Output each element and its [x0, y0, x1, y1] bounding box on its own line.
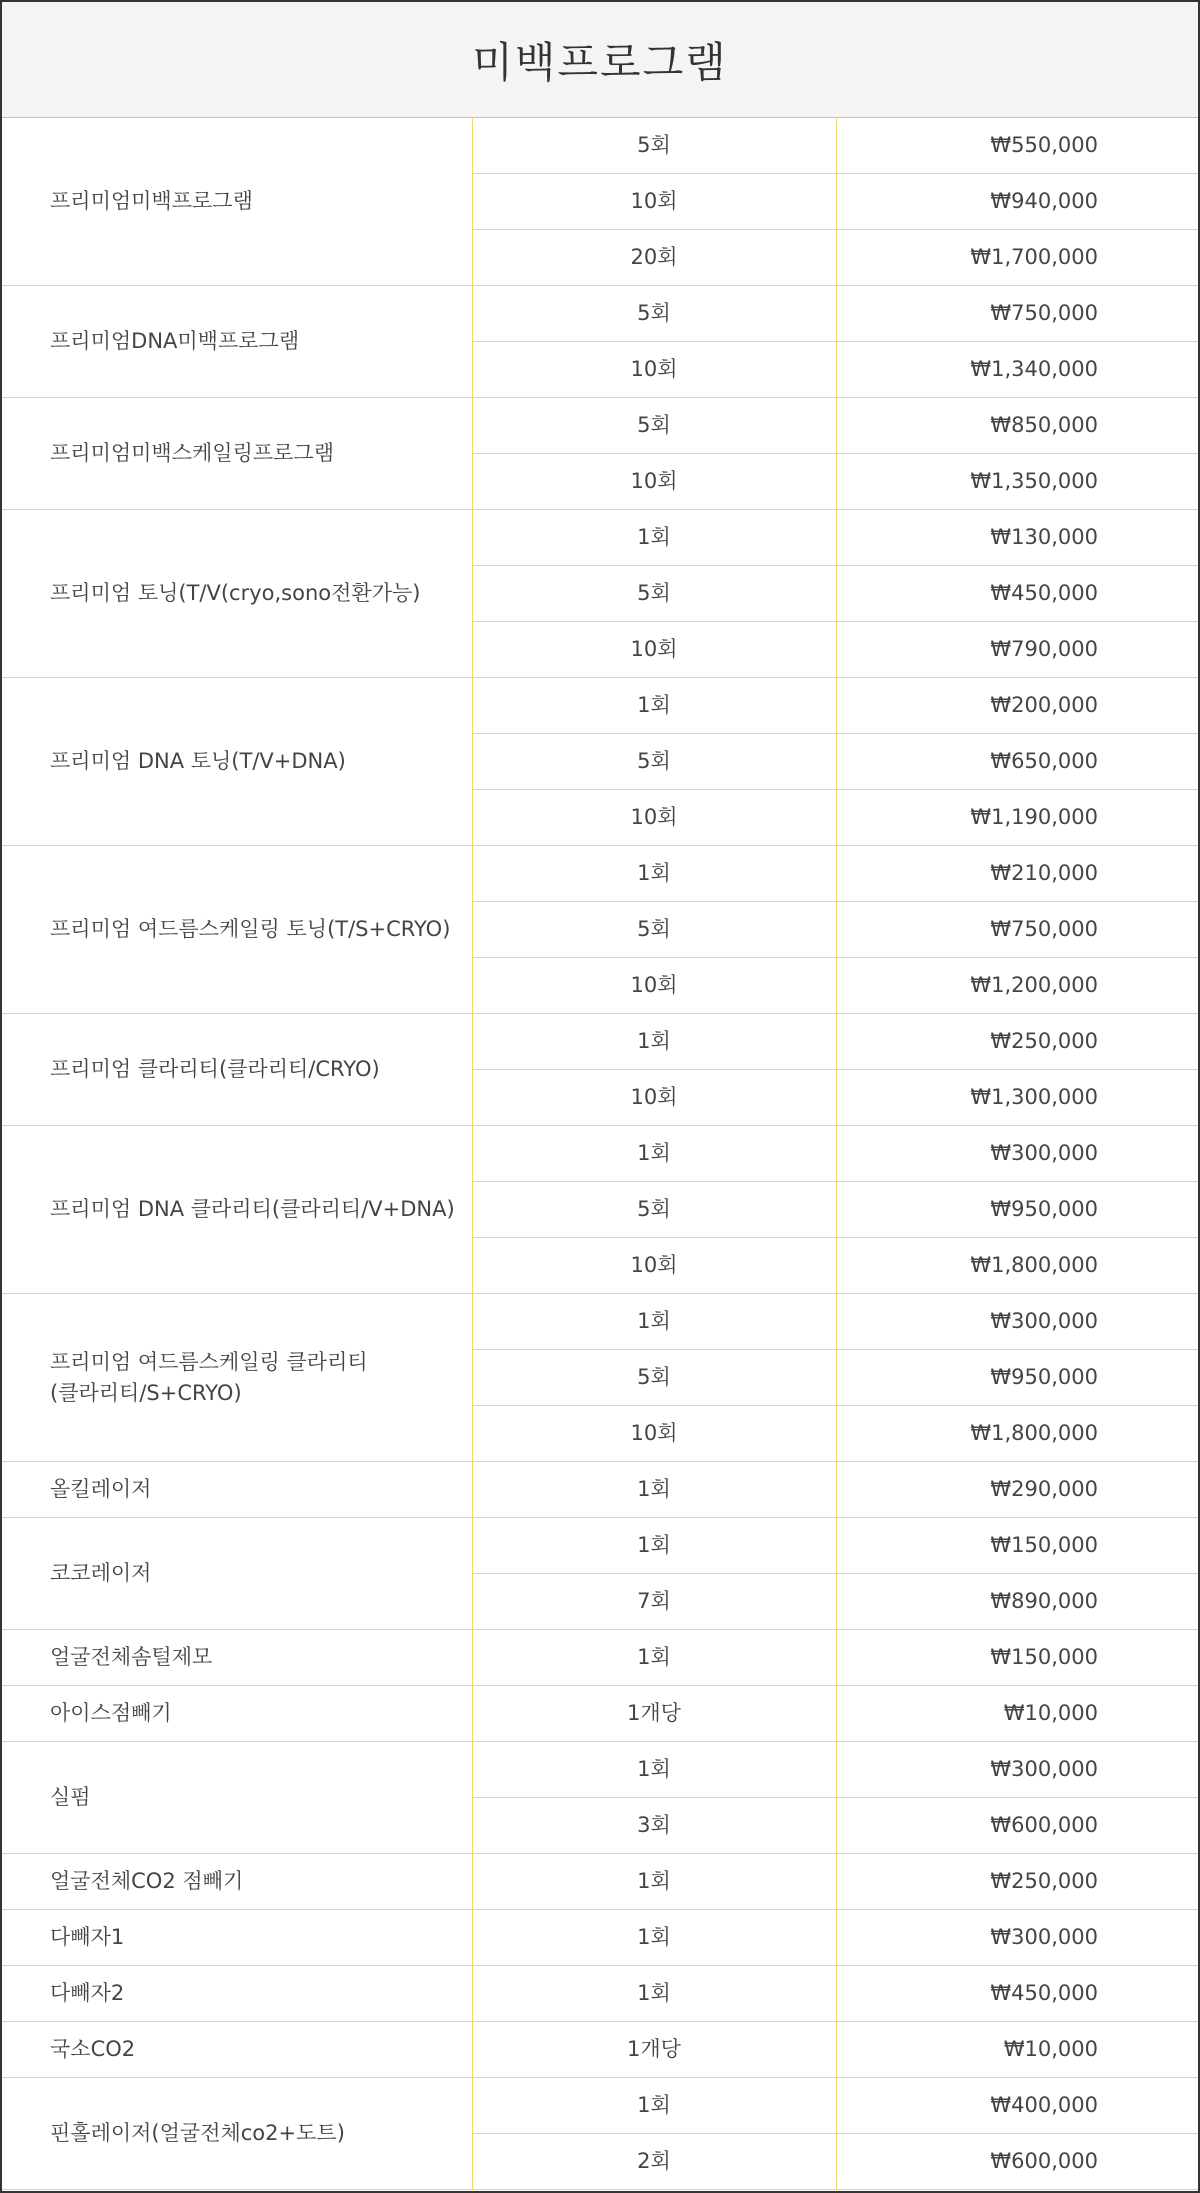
program-name-cell: [2, 678, 472, 846]
program-name-cell: [2, 2078, 472, 2190]
session-count: 7회: [472, 1574, 836, 1630]
price: ₩600,000: [836, 1798, 1198, 1854]
table-row: [2, 1966, 1198, 2022]
price: ₩550,000: [836, 118, 1198, 174]
session-count: 10회: [472, 790, 836, 846]
program-name-cell: [2, 1462, 472, 1518]
session-count: 1회: [472, 846, 836, 902]
program-name-cell: [2, 846, 472, 1014]
price: ₩600,000: [836, 2134, 1198, 2190]
page-title: 미백프로그램: [472, 37, 728, 87]
price: ₩1,200,000: [836, 958, 1198, 1014]
session-count: 3회: [472, 1798, 836, 1854]
session-count: 1회: [472, 2078, 836, 2134]
price: ₩200,000: [836, 678, 1198, 734]
price: ₩300,000: [836, 1910, 1198, 1966]
session-count: 1회: [472, 1462, 836, 1518]
price: ₩1,340,000: [836, 342, 1198, 398]
table-row: [2, 1518, 1198, 1574]
session-count: 1개당: [472, 1686, 836, 1742]
program-name-cell: [2, 286, 472, 398]
program-name-cell: [2, 1686, 472, 1742]
price: ₩300,000: [836, 1294, 1198, 1350]
table-row: [2, 1686, 1198, 1742]
price: ₩790,000: [836, 622, 1198, 678]
price: ₩10,000: [836, 2022, 1198, 2078]
price: ₩1,300,000: [836, 1070, 1198, 1126]
program-name-cell: [2, 1630, 472, 1686]
price: ₩250,000: [836, 1014, 1198, 1070]
session-count: 10회: [472, 1070, 836, 1126]
price: ₩300,000: [836, 1126, 1198, 1182]
table-row: [2, 678, 1198, 734]
session-count: 1회: [472, 1966, 836, 2022]
price: ₩290,000: [836, 1462, 1198, 1518]
program-name: 프리미엄미백프로그램: [50, 189, 253, 214]
session-count: 1회: [472, 1854, 836, 1910]
price: ₩750,000: [836, 902, 1198, 958]
session-count: 10회: [472, 958, 836, 1014]
session-count: 5회: [472, 566, 836, 622]
price: ₩130,000: [836, 510, 1198, 566]
program-name: 얼굴전체솜털제모: [50, 1645, 213, 1670]
price: ₩890,000: [836, 1574, 1198, 1630]
program-name: 프리미엄 DNA 클라리티(클라리티/V+DNA): [50, 1197, 455, 1222]
program-name: 프리미엄미백스케일링프로그램: [50, 441, 335, 466]
price: ₩1,700,000: [836, 230, 1198, 286]
program-name-cell: [2, 1126, 472, 1294]
program-name-cell: [2, 1518, 472, 1630]
session-count: 20회: [472, 230, 836, 286]
table-row: [2, 1126, 1198, 1182]
program-name: 프리미엄DNA미백프로그램: [50, 329, 300, 354]
price: ₩750,000: [836, 286, 1198, 342]
price: ₩10,000: [836, 1686, 1198, 1742]
session-count: 1회: [472, 678, 836, 734]
program-name: 다빼자2: [50, 1981, 125, 2006]
session-count: 1회: [472, 1742, 836, 1798]
price: ₩1,350,000: [836, 454, 1198, 510]
program-name-cell: [2, 398, 472, 510]
table-row: [2, 1630, 1198, 1686]
table-row: [2, 846, 1198, 902]
program-name: 핀홀레이저(얼굴전체co2+도트): [50, 2121, 345, 2146]
program-name: 실펌: [50, 1785, 91, 1810]
price: ₩150,000: [836, 1518, 1198, 1574]
table-row: [2, 118, 1198, 174]
price: ₩1,800,000: [836, 1238, 1198, 1294]
program-name-cell: [2, 1910, 472, 1966]
price: ₩650,000: [836, 734, 1198, 790]
session-count: 1회: [472, 1518, 836, 1574]
program-name: 아이스점빼기: [50, 1701, 172, 1726]
session-count: 1회: [472, 1014, 836, 1070]
price: ₩950,000: [836, 1350, 1198, 1406]
session-count: 1회: [472, 1910, 836, 1966]
program-name: 다빼자1: [50, 1925, 125, 1950]
price-table: [2, 118, 1198, 2190]
program-name: 국소CO2: [50, 2037, 136, 2062]
title-bar: [2, 2, 1198, 118]
price: ₩150,000: [836, 1630, 1198, 1686]
program-name: 올킬레이저: [50, 1477, 152, 1502]
program-name: 코코레이저: [50, 1561, 152, 1586]
program-name-cell: [2, 1294, 472, 1462]
table-row: [2, 1014, 1198, 1070]
session-count: 1개당: [472, 2022, 836, 2078]
session-count: 1회: [472, 1126, 836, 1182]
table-row: [2, 1910, 1198, 1966]
session-count: 10회: [472, 622, 836, 678]
program-name-cell: [2, 1742, 472, 1854]
price: ₩450,000: [836, 1966, 1198, 2022]
session-count: 5회: [472, 398, 836, 454]
program-name: 얼굴전체CO2 점빼기: [50, 1869, 244, 1894]
table-row: [2, 1462, 1198, 1518]
session-count: 5회: [472, 1182, 836, 1238]
session-count: 2회: [472, 2134, 836, 2190]
table-row: [2, 1742, 1198, 1798]
price: ₩940,000: [836, 174, 1198, 230]
price: ₩950,000: [836, 1182, 1198, 1238]
table-row: [2, 1854, 1198, 1910]
program-name: 프리미엄 여드름스케일링 클라리티 (클라리티/S+CRYO): [50, 1350, 368, 1405]
price: ₩1,190,000: [836, 790, 1198, 846]
program-name: 프리미엄 DNA 토닝(T/V+DNA): [50, 749, 346, 774]
program-name-cell: [2, 510, 472, 678]
session-count: 10회: [472, 1406, 836, 1462]
session-count: 5회: [472, 1350, 836, 1406]
table-row: [2, 2022, 1198, 2078]
price: ₩250,000: [836, 1854, 1198, 1910]
program-name-cell: [2, 1966, 472, 2022]
session-count: 5회: [472, 902, 836, 958]
price: ₩210,000: [836, 846, 1198, 902]
program-name: 프리미엄 여드름스케일링 토닝(T/S+CRYO): [50, 917, 451, 942]
price: ₩850,000: [836, 398, 1198, 454]
program-name-cell: [2, 2022, 472, 2078]
price: ₩450,000: [836, 566, 1198, 622]
price: ₩300,000: [836, 1742, 1198, 1798]
session-count: 10회: [472, 454, 836, 510]
session-count: 10회: [472, 1238, 836, 1294]
session-count: 5회: [472, 734, 836, 790]
session-count: 1회: [472, 510, 836, 566]
session-count: 10회: [472, 174, 836, 230]
program-name: 프리미엄 토닝(T/V(cryo,sono전환가능): [50, 581, 421, 606]
table-row: [2, 510, 1198, 566]
program-name-cell: [2, 1854, 472, 1910]
session-count: 5회: [472, 286, 836, 342]
program-name: 프리미엄 클라리티(클라리티/CRYO): [50, 1057, 380, 1082]
price-table-body: [2, 118, 1198, 2190]
table-row: [2, 1294, 1198, 1350]
program-name-cell: [2, 1014, 472, 1126]
table-row: [2, 286, 1198, 342]
table-row: [2, 398, 1198, 454]
program-name-cell: [2, 118, 472, 286]
table-row: [2, 2078, 1198, 2134]
price: ₩400,000: [836, 2078, 1198, 2134]
session-count: 10회: [472, 342, 836, 398]
session-count: 1회: [472, 1294, 836, 1350]
price: ₩1,800,000: [836, 1406, 1198, 1462]
session-count: 1회: [472, 1630, 836, 1686]
session-count: 5회: [472, 118, 836, 174]
